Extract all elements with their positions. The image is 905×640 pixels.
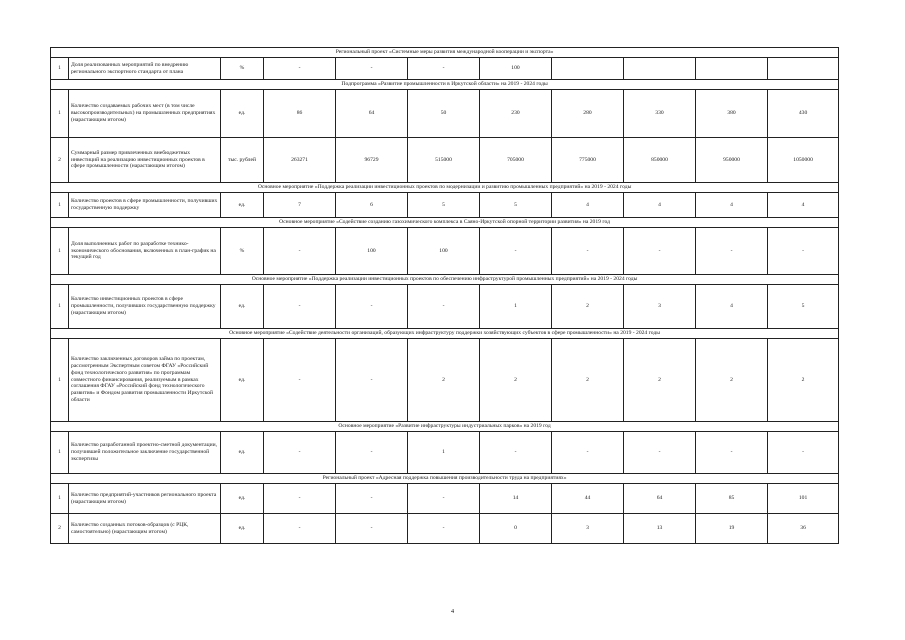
value-cell: 13: [624, 514, 696, 544]
value-cell: [552, 58, 624, 80]
value-cell: 430: [768, 90, 839, 138]
unit-cell: %: [221, 58, 264, 80]
value-cell: 6: [336, 193, 408, 218]
value-cell: 1050000: [768, 138, 839, 183]
unit-cell: ед.: [221, 432, 264, 474]
value-cell: [768, 58, 839, 80]
value-cell: 3: [552, 514, 624, 544]
section-title: Основное мероприятие «Поддержка реализации инвестиционных проектов по модернизации и развитию промышленных предприятий» на 2019 - 2024 годы: [51, 183, 839, 193]
value-cell: -: [696, 432, 768, 474]
row-number-cell: 1: [51, 228, 69, 275]
value-cell: -: [408, 285, 480, 329]
value-cell: 36: [768, 514, 839, 544]
value-cell: -: [336, 339, 408, 422]
value-cell: 85: [696, 484, 768, 514]
row-number-cell: 2: [51, 514, 69, 544]
row-number-cell: 1: [51, 193, 69, 218]
table-row: [51, 228, 839, 275]
value-cell: 4: [552, 193, 624, 218]
section-title: Основное мероприятие «Содействие деятельности организаций, образующих инфраструктуру поддержки хозяйствующих субъектов в сфере промышленности» на 2019 - 2024 годы: [51, 329, 839, 339]
value-cell: 850000: [624, 138, 696, 183]
row-number-cell: 1: [51, 90, 69, 138]
value-cell: -: [264, 432, 336, 474]
section-header-row: [51, 474, 839, 484]
value-cell: -: [264, 285, 336, 329]
value-cell: 5: [480, 193, 552, 218]
unit-cell: %: [221, 228, 264, 275]
table-row: [51, 285, 839, 329]
value-cell: 2: [480, 339, 552, 422]
indicator-name-cell: Суммарный размер привлеченных внебюджетных инвестиций на реализацию инвестиционных проектов в сфере промышленности (нарастающим итогом): [69, 138, 221, 183]
value-cell: 96729: [336, 138, 408, 183]
value-cell: 4: [696, 285, 768, 329]
value-cell: 100: [336, 228, 408, 275]
section-title: Региональный проект «Системные меры развития международной кооперации и экспорта»: [51, 48, 839, 58]
value-cell: 263271: [264, 138, 336, 183]
indicator-name-cell: Доля реализованных мероприятий по внедрению регионального экспортного стандарта от плана: [69, 58, 221, 80]
value-cell: 330: [624, 90, 696, 138]
value-cell: 2: [768, 339, 839, 422]
value-cell: 100: [408, 228, 480, 275]
value-cell: 2: [696, 339, 768, 422]
unit-cell: ед.: [221, 339, 264, 422]
value-cell: 2: [408, 339, 480, 422]
section-title: Основное мероприятие «Поддержка реализации инвестиционных проектов по обеспечению инфраструктурой промышленных предприятий» на 2019 - 2024 годы: [51, 275, 839, 285]
value-cell: -: [624, 228, 696, 275]
value-cell: 4: [696, 193, 768, 218]
indicator-name-cell: Количество создаваемых рабочих мест (в том числе высокопроизводительных) на промышленных предприятиях (нарастающим итогом): [69, 90, 221, 138]
row-number-cell: 1: [51, 484, 69, 514]
value-cell: 4: [768, 193, 839, 218]
row-number-cell: 1: [51, 285, 69, 329]
value-cell: 2: [624, 339, 696, 422]
section-header-row: [51, 80, 839, 90]
unit-cell: тыс. рублей: [221, 138, 264, 183]
table-row: [51, 339, 839, 422]
value-cell: -: [768, 432, 839, 474]
value-cell: 4: [624, 193, 696, 218]
indicator-name-cell: Количество предприятий-участников регионального проекта (нарастающим итогом): [69, 484, 221, 514]
table-row: [51, 432, 839, 474]
indicators-table: [50, 47, 839, 544]
value-cell: -: [336, 432, 408, 474]
value-cell: -: [552, 228, 624, 275]
value-cell: 1: [480, 285, 552, 329]
unit-cell: ед.: [221, 285, 264, 329]
section-title: Региональный проект «Адресная поддержка повышения производительности труда на предприятиях»: [51, 474, 839, 484]
value-cell: 5: [768, 285, 839, 329]
section-header-row: [51, 48, 839, 58]
unit-cell: ед.: [221, 193, 264, 218]
value-cell: -: [264, 484, 336, 514]
value-cell: -: [624, 432, 696, 474]
table-row: [51, 58, 839, 80]
value-cell: 50: [408, 90, 480, 138]
value-cell: 3: [624, 285, 696, 329]
value-cell: 380: [696, 90, 768, 138]
section-header-row: [51, 183, 839, 193]
section-header-row: [51, 329, 839, 339]
indicator-name-cell: Доля выполненных работ по разработке технико-экономического обоснования, включенных в план-график на текущий год: [69, 228, 221, 275]
value-cell: -: [480, 432, 552, 474]
row-number-cell: 1: [51, 58, 69, 80]
value-cell: -: [264, 58, 336, 80]
value-cell: 705000: [480, 138, 552, 183]
value-cell: 44: [552, 484, 624, 514]
table-row: [51, 138, 839, 183]
indicator-name-cell: Количество инвестиционных проектов в сфере промышленности, получивших государственную поддержку (нарастающим итогом): [69, 285, 221, 329]
value-cell: 14: [480, 484, 552, 514]
page-number: 4: [450, 608, 455, 615]
value-cell: 5: [408, 193, 480, 218]
table-row: [51, 514, 839, 544]
value-cell: -: [408, 514, 480, 544]
section-header-row: [51, 422, 839, 432]
value-cell: 86: [264, 90, 336, 138]
value-cell: [696, 58, 768, 80]
row-number-cell: 1: [51, 432, 69, 474]
value-cell: 515000: [408, 138, 480, 183]
table-body: [51, 48, 839, 544]
unit-cell: ед.: [221, 514, 264, 544]
value-cell: 950000: [696, 138, 768, 183]
value-cell: -: [264, 228, 336, 275]
value-cell: -: [408, 484, 480, 514]
value-cell: 1: [408, 432, 480, 474]
value-cell: 0: [480, 514, 552, 544]
value-cell: -: [768, 228, 839, 275]
section-header-row: [51, 275, 839, 285]
value-cell: 101: [768, 484, 839, 514]
indicator-name-cell: Количество разработанной проектно-сметной документации, получившей положительное заключение государственной экспертизы: [69, 432, 221, 474]
value-cell: -: [264, 339, 336, 422]
value-cell: 100: [480, 58, 552, 80]
value-cell: 230: [480, 90, 552, 138]
value-cell: [624, 58, 696, 80]
value-cell: -: [696, 228, 768, 275]
section-title: Подпрограмма «Развитие промышленности в Иркутской области» на 2019 - 2024 годы: [51, 80, 839, 90]
value-cell: 2: [552, 285, 624, 329]
value-cell: 19: [696, 514, 768, 544]
value-cell: -: [480, 228, 552, 275]
value-cell: -: [408, 58, 480, 80]
row-number-cell: 1: [51, 339, 69, 422]
table-row: [51, 193, 839, 218]
unit-cell: ед.: [221, 484, 264, 514]
row-number-cell: 2: [51, 138, 69, 183]
value-cell: 2: [552, 339, 624, 422]
value-cell: -: [336, 58, 408, 80]
table-row: [51, 90, 839, 138]
value-cell: 775000: [552, 138, 624, 183]
indicator-name-cell: Количество заключенных договоров займа по проектам, рассмотренным Экспертным советом ФГАУ «Российский фонд технологического развития» по программам совместного финансирования, реализуемым в рамках соглашения ФГАУ «Российский фонд технологического развития» и Фондом развития промышленности Иркутской области: [69, 339, 221, 422]
value-cell: -: [336, 285, 408, 329]
indicator-name-cell: Количество созданных потоков-образцов (с РЦК, самостоятельно) (нарастающим итогом): [69, 514, 221, 544]
indicator-name-cell: Количество проектов в сфере промышленности, получивших государственную поддержку: [69, 193, 221, 218]
value-cell: 64: [336, 90, 408, 138]
unit-cell: ед.: [221, 90, 264, 138]
section-header-row: [51, 218, 839, 228]
table-row: [51, 484, 839, 514]
section-title: Основное мероприятие «Содействие созданию газохимического комплекса в Саяно-Иркутской опорной территории развития» на 2019 год: [51, 218, 839, 228]
value-cell: -: [336, 514, 408, 544]
value-cell: -: [336, 484, 408, 514]
value-cell: 280: [552, 90, 624, 138]
section-title: Основное мероприятие «Развитие инфраструктуры индустриальных парков» на 2019 год: [51, 422, 839, 432]
value-cell: 64: [624, 484, 696, 514]
value-cell: -: [552, 432, 624, 474]
value-cell: 7: [264, 193, 336, 218]
value-cell: -: [264, 514, 336, 544]
